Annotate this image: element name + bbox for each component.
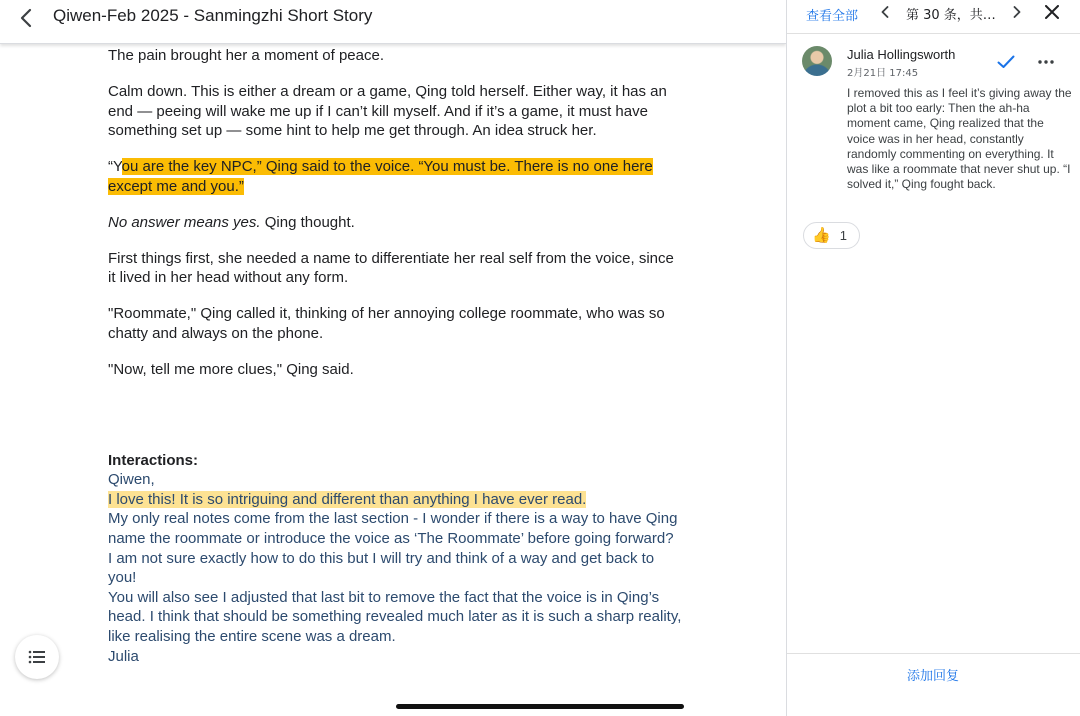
back-button[interactable] xyxy=(12,4,40,32)
document-outline-button[interactable] xyxy=(15,635,59,679)
chevron-right-icon xyxy=(1013,6,1021,18)
paragraph-7: "Now, tell me more clues," Qing said. xyxy=(108,360,354,378)
paragraph-4-rest: Qing thought. xyxy=(260,213,355,231)
paragraph-5: First things first, she needed a name to differentiate her real self from the voice, since it lived in her head without any form. xyxy=(108,249,674,287)
comments-pane xyxy=(786,0,1080,716)
list-icon xyxy=(28,650,46,664)
comments-footer xyxy=(787,653,1080,716)
paragraph-2: Calm down. This is either a dream or a game, Qing told herself. Either way, it has an end — peeing will wake me up if I can’t kill myself. And if it’s a game, it must have something set up — some hint to help me get through. An idea struck her. xyxy=(108,82,667,140)
paragraph-4-italic: No answer means yes. xyxy=(108,213,261,231)
document-body[interactable] xyxy=(108,45,683,666)
commented-highlight[interactable]: ou are the key NPC,” Qing said to the voice. “You must be. There is no one here except me and you.” xyxy=(108,158,653,195)
comment-author: Julia Hollingsworth xyxy=(847,47,956,62)
chevron-left-icon xyxy=(881,6,889,18)
thumbs-up-icon: 👍 xyxy=(812,227,831,244)
paragraph-4 xyxy=(108,213,683,233)
check-icon xyxy=(997,55,1015,69)
chevron-left-icon xyxy=(19,8,33,28)
view-all-comments-button[interactable]: 查看全部 xyxy=(806,9,859,24)
spacer xyxy=(108,396,683,451)
next-comment-button[interactable] xyxy=(1007,2,1027,22)
comment-timestamp: 2月21日 17:45 xyxy=(847,68,919,79)
reaction-chip[interactable] xyxy=(803,222,860,249)
comment-text: I removed this as I feel it’s giving away the plot a bit too early: Then the ah-ha moment came, Qing realized that the voice was in her head, constantly randomly commenting on everything. It was like a roommate that never shut up. “I solved it,” Qing fought back. xyxy=(847,86,1072,192)
interactions-line-4: I am not sure exactly how to do this but I will try and think of a way and get back to you! xyxy=(108,549,655,587)
interactions-signature: Julia xyxy=(108,647,139,665)
comment-counter: 第 30 条，共… xyxy=(906,8,996,23)
add-reply-button[interactable]: 添加回复 xyxy=(907,669,960,684)
more-horizontal-icon xyxy=(1038,60,1054,64)
close-icon xyxy=(1045,5,1059,19)
avatar xyxy=(802,46,832,76)
close-comments-button[interactable] xyxy=(1041,1,1063,23)
reaction-count: 1 xyxy=(839,228,847,243)
paragraph-6: "Roommate," Qing called it, thinking of her annoying college roommate, who was so chatty and always on the phone. xyxy=(108,305,665,342)
soft-highlight[interactable]: I love this! It is so intriguing and different than anything I have ever read. xyxy=(108,490,587,508)
interactions-line-2 xyxy=(108,490,683,510)
interactions-line-5: You will also see I adjusted that last bit to remove the fact that the voice is in Qing’s head. I think that should be something revealed much later as it is such a sharp reality, like realising the entire scene was a dream. xyxy=(108,588,682,645)
interactions-heading: Interactions: xyxy=(108,451,199,469)
interactions-line-3: My only real notes come from the last section - I wonder if there is a way to have Qing name the roommate or introduce the voice as ‘The Roommate’ before going forward? xyxy=(108,510,678,547)
more-options-button[interactable] xyxy=(1035,51,1057,73)
paragraph-3-open: “Y xyxy=(108,158,122,176)
home-indicator[interactable] xyxy=(396,704,684,709)
paragraph-1: The pain brought her a moment of peace. xyxy=(108,47,385,64)
comments-header xyxy=(787,0,1080,34)
document-header xyxy=(0,0,786,44)
previous-comment-button[interactable] xyxy=(875,2,895,22)
resolve-comment-button[interactable] xyxy=(995,51,1017,73)
interactions-greeting: Qiwen, xyxy=(108,471,155,489)
document-title: Qiwen-Feb 2025 - Sanmingzhi Short Story xyxy=(53,6,373,25)
paragraph-3 xyxy=(108,157,683,197)
